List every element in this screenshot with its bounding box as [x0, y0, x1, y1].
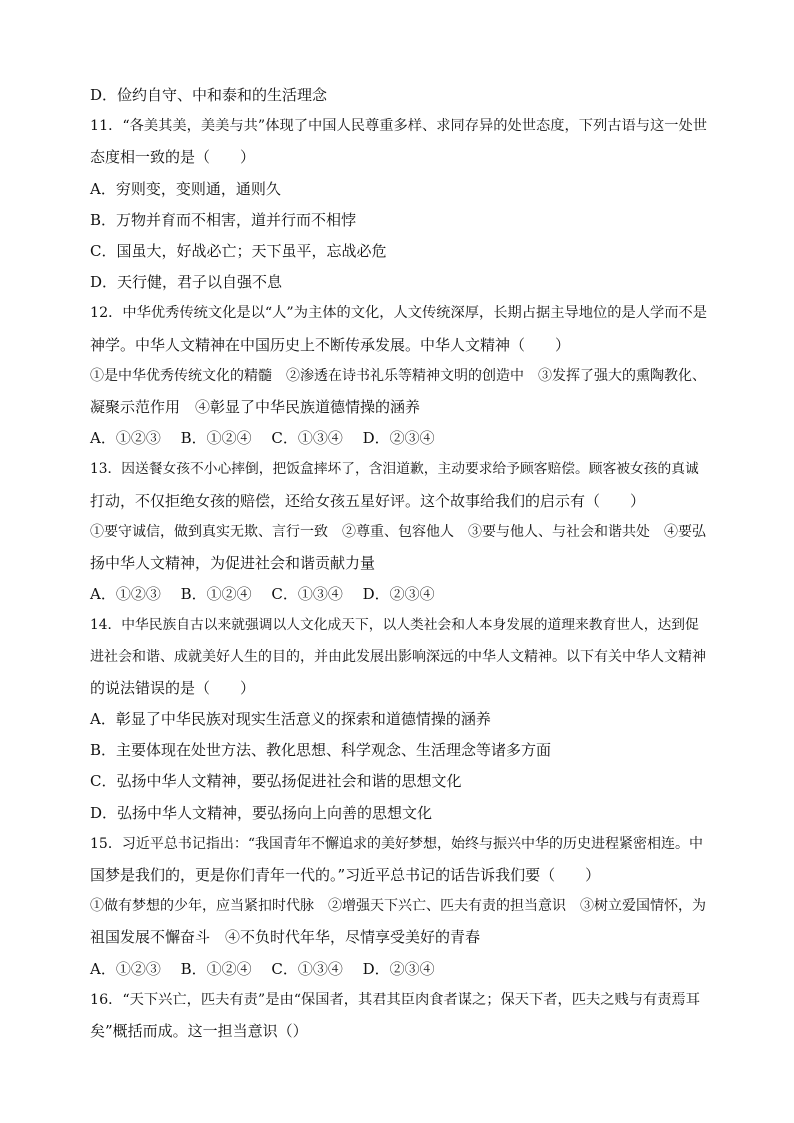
q10-option-d: D．俭约自守、中和泰和的生活理念	[90, 86, 328, 104]
q15-statements-line-2: 祖国发展不懈奋斗 ④不负时代年华，尽情享受美好的青春	[90, 928, 481, 947]
q15-statements-line-1: ①做有梦想的少年，应当紧扣时代脉 ②增强天下兴亡、匹夫有责的担当意识 ③树立爱国情怀，为	[90, 898, 706, 915]
q11-option-c: C．国虽大，好战必亡；天下虽平，忘战必危	[90, 242, 387, 261]
q11-option-a: A．穷则变，变则通，通则久	[90, 179, 281, 198]
q13-stem-line-1: 13．因送餐女孩不小心摔倒，把饭盒摔坏了，含泪道歉，主动要求给予顾客赔偿。顾客被女孩的真诚	[90, 461, 699, 478]
q14-stem-line-3: 的说法错误的是（ ）	[90, 678, 256, 697]
q15-stem-line-1: 15．习近平总书记指出：“我国青年不懈追求的美好梦想，始终与振兴中华的历史进程紧密相连。中	[90, 835, 703, 852]
q14-stem-line-2: 进社会和谐、成就美好人生的目的，并由此发展出影响深远的中华人文精神。以下有关中华人文精神	[90, 648, 706, 665]
q14-stem-line-1: 14．中华民族自古以来就强调以人文化成天下，以人类社会和人本身发展的道理来教育世人，达到促	[90, 617, 699, 634]
q13-statements-line-2: 扬中华人文精神，为促进社会和谐贡献力量	[90, 554, 376, 573]
q16-stem-line-2: 矣”概括而成。这一担当意识（）	[90, 1022, 308, 1041]
q13-choices: A．①②③ B．①②④ C．①③④ D．②③④	[90, 585, 435, 604]
q12-statements-line-2: 凝聚示范作用 ④彰显了中华民族道德情操的涵养	[90, 398, 421, 417]
q13-stem-line-2: 打动，不仅拒绝女孩的赔偿，还给女孩五星好评。这个故事给我们的启示有（ ）	[90, 491, 646, 510]
q14-option-b: B．主要体现在处世方法、教化思想、科学观念、生活理念等诸多方面	[90, 741, 552, 760]
q11-option-d: D．天行健，君子以自强不息	[90, 273, 283, 292]
q12-choices: A．①②③ B．①②④ C．①③④ D．②③④	[90, 429, 435, 448]
q15-stem-line-2: 国梦是我们的，更是你们青年一代的。”习近平总书记的话告诉我们要（ ）	[90, 866, 601, 885]
q12-statements-line-1: ①是中华优秀传统文化的精髓 ②渗透在诗书礼乐等精神文明的创造中 ③发挥了强大的熏陶教化、	[90, 367, 706, 384]
q11-option-b: B．万物并育而不相害，道并行而不相悖	[90, 210, 357, 229]
q11-stem-line-2: 态度相一致的是（ ）	[90, 148, 256, 167]
q14-option-c: C．弘扬中华人文精神，要弘扬促进社会和谐的思想文化	[90, 772, 462, 791]
q16-stem-line-1: 16．“天下兴亡，匹夫有责”是由“保国者，其君其臣肉食者谋之；保天下者，匹夫之贱与有责焉耳	[90, 991, 700, 1008]
q14-option-d: D．弘扬中华人文精神，要弘扬向上向善的思想文化	[90, 803, 433, 822]
q12-stem-line-1: 12．中华优秀传统文化是以“人”为主体的文化，人文传统深厚，长期占据主导地位的是人学而不是	[90, 305, 707, 322]
document-page	[90, 80, 708, 1047]
q13-statements-line-1: ①要守诚信，做到真实无欺、言行一致 ②尊重、包容他人 ③要与他人、与社会和谐共处 ④要弘	[90, 523, 706, 540]
q11-stem-line-1: 11．“各美其美，美美与共”体现了中国人民尊重多样、求同存异的处世态度，下列古语与这一处世	[90, 118, 707, 135]
q14-option-a: A．彰显了中华民族对现实生活意义的探索和道德情操的涵养	[90, 710, 491, 729]
q15-choices: A．①②③ B．①②④ C．①③④ D．②③④	[90, 959, 435, 978]
q12-stem-line-2: 神学。中华人文精神在中国历史上不断传承发展。中华人文精神（ ）	[90, 335, 571, 354]
